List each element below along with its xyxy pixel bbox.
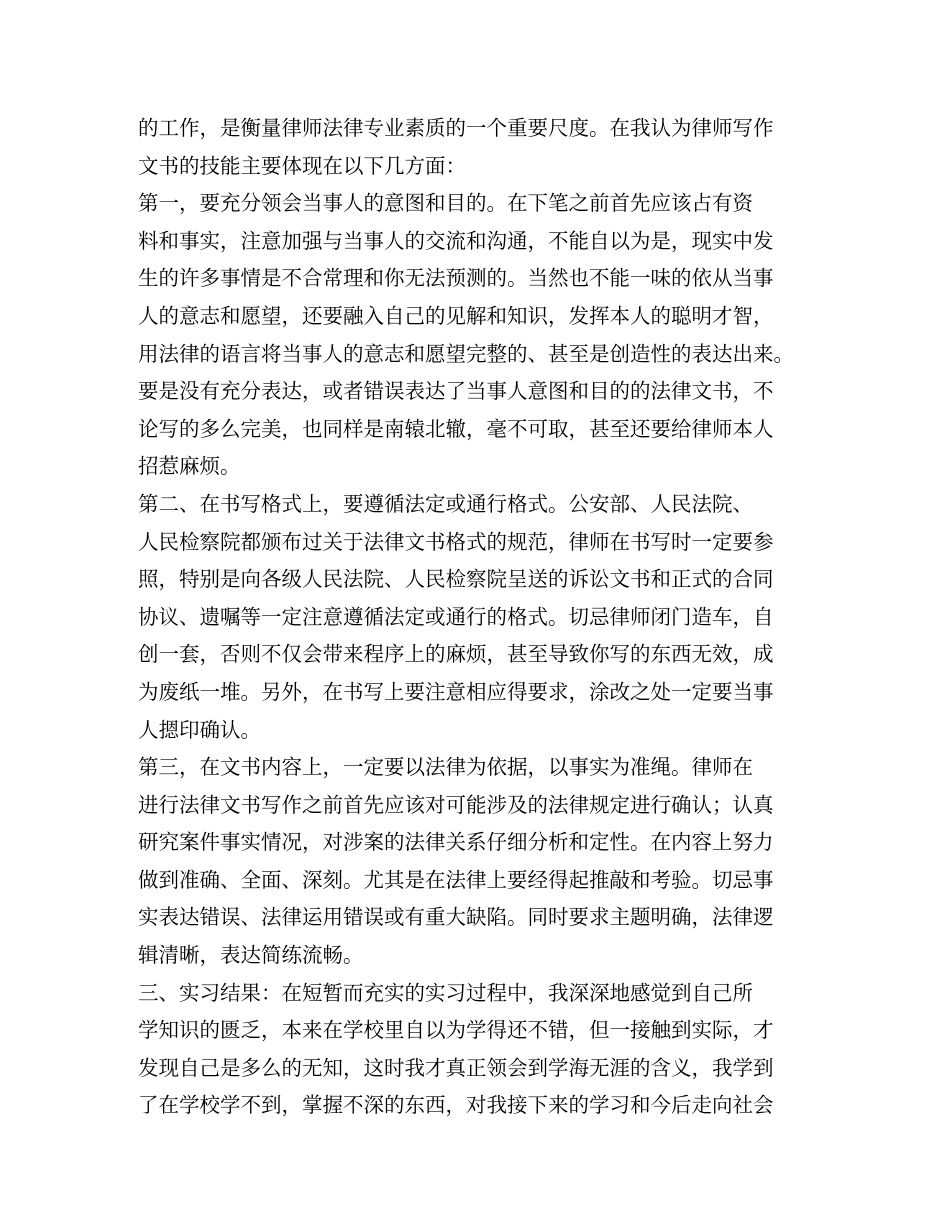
text-line: 进行法律文书写作之前首先应该对可能涉及的法律规定进行确认；认真 <box>138 792 774 817</box>
text-line: 第二、在书写格式上，要遵循法定或通行格式。公安部、人民法院、 <box>138 491 753 516</box>
text-line: 文书的技能主要体现在以下几方面： <box>138 153 466 178</box>
body-text <box>138 110 838 1125</box>
text-line: 第一，要充分领会当事人的意图和目的。在下笔之前首先应该占有资 <box>138 191 753 216</box>
text-line: 做到准确、全面、深刻。尤其是在法律上要经得起推敲和考验。切忌事 <box>138 867 774 892</box>
text-line: 三、实习结果：在短暂而充实的实习过程中，我深深地感觉到自己所 <box>138 980 753 1005</box>
text-line: 料和事实，注意加强与当事人的交流和沟通，不能自以为是，现实中发 <box>138 228 774 253</box>
text-line: 人摁印确认。 <box>138 717 261 742</box>
text-line: 人的意志和愿望，还要融入自己的见解和知识，发挥本人的聪明才智， <box>138 303 774 328</box>
text-line: 人民检察院都颁布过关于法律文书格式的规范，律师在书写时一定要参 <box>138 529 774 554</box>
text-line: 的工作，是衡量律师法律专业素质的一个重要尺度。在我认为律师写作 <box>138 116 774 140</box>
text-line: 实表达错误、法律运用错误或有重大缺陷。同时要求主题明确，法律逻 <box>138 905 774 930</box>
text-line: 协议、遗嘱等一定注意遵循法定或通行的格式。切忌律师闭门造车，自 <box>138 604 774 629</box>
text-line: 第三，在文书内容上，一定要以法律为依据，以事实为准绳。律师在 <box>138 755 753 780</box>
text-line: 生的许多事情是不合常理和你无法预测的。当然也不能一味的依从当事 <box>138 266 774 291</box>
text-line: 用法律的语言将当事人的意志和愿望完整的、甚至是创造性的表达出来。 <box>138 341 794 366</box>
text-line: 为废纸一堆。另外，在书写上要注意相应得要求，涂改之处一定要当事 <box>138 679 774 704</box>
text-line: 招惹麻烦。 <box>138 454 241 479</box>
text-line: 辑清晰，表达简练流畅。 <box>138 943 364 968</box>
text-line: 发现自己是多么的无知，这时我才真正领会到学海无涯的含义，我学到 <box>138 1055 774 1080</box>
text-line: 学知识的匮乏，本来在学校里自以为学得还不错，但一接触到实际，才 <box>138 1018 774 1043</box>
text-line: 创一套，否则不仅会带来程序上的麻烦，甚至导致你写的东西无效，成 <box>138 642 774 667</box>
text-line: 论写的多么完美，也同样是南辕北辙，毫不可取，甚至还要给律师本人 <box>138 416 774 441</box>
text-line: 要是没有充分表达，或者错误表达了当事人意图和目的的法律文书，不 <box>138 379 774 404</box>
text-line: 研究案件事实情况，对涉案的法律关系仔细分析和定性。在内容上努力 <box>138 830 774 855</box>
text-line: 照，特别是向各级人民法院、人民检察院呈送的诉讼文书和正式的合同 <box>138 567 774 592</box>
text-line: 了在学校学不到，掌握不深的东西，对我接下来的学习和今后走向社会 <box>138 1093 774 1118</box>
